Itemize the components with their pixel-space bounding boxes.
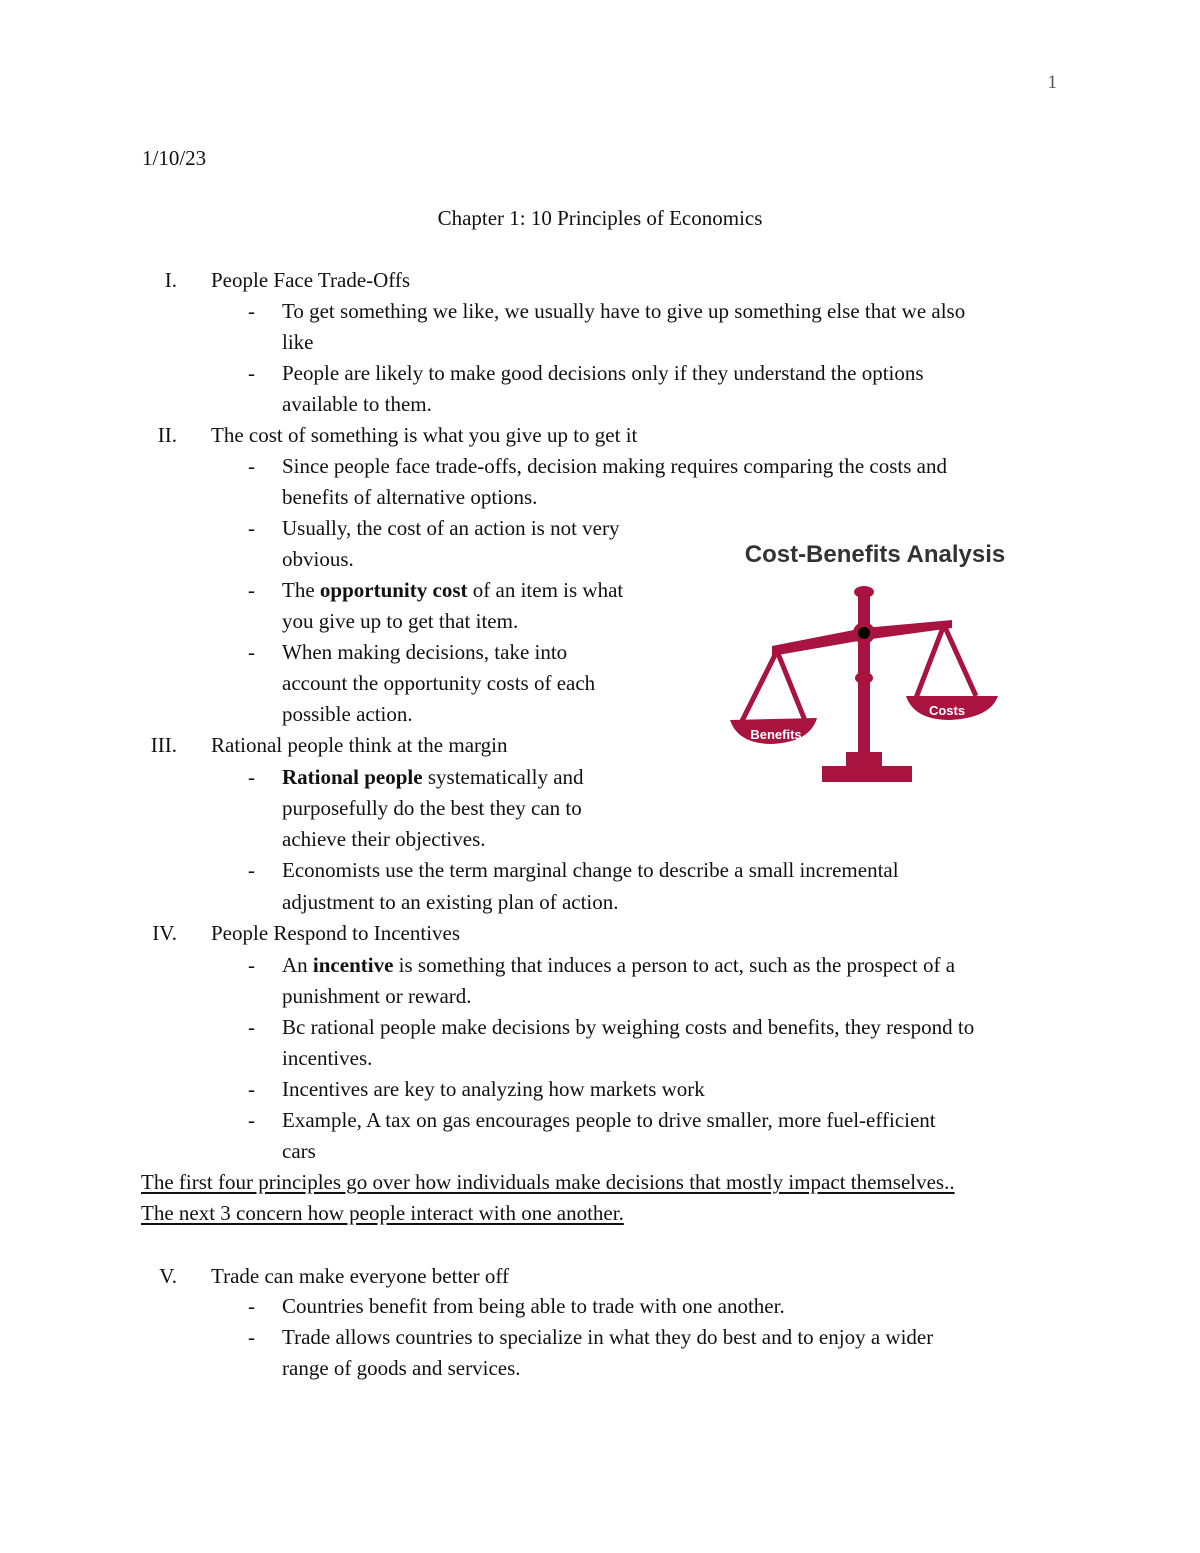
text-run: systematically and (422, 765, 584, 789)
section-2-bullet-1-line-1: Since people face trade-offs, decision making requires comparing the costs and (282, 454, 947, 478)
section-4-bullet-3-line-1: Incentives are key to analyzing how markets work (282, 1077, 705, 1101)
cost-benefits-figure (722, 530, 1022, 790)
section-4-bullet-4-line-2: cars (282, 1139, 316, 1163)
right-pan-label: Costs (928, 703, 966, 718)
section-4-numeral: IV. (152, 921, 177, 945)
section-1-bullet-1-line-1: To get something we like, we usually have to give up something else that we also (282, 299, 966, 323)
bullet-dash: - (248, 299, 255, 323)
page-number: 1 (1047, 72, 1057, 93)
bullet-dash: - (248, 578, 255, 602)
term-rational-people: Rational people (282, 765, 423, 789)
section-4-bullet-2-line-1: Bc rational people make decisions by weighing costs and benefits, they respond to (282, 1015, 975, 1039)
bullet-dash: - (248, 1108, 255, 1132)
section-2-bullet-1-line-2: benefits of alternative options. (282, 485, 538, 509)
section-4-bullet-4-line-1: Example, A tax on gas encourages people to drive smaller, more fuel-efficient (282, 1108, 936, 1132)
bullet-dash: - (248, 640, 255, 664)
left-chain (740, 651, 777, 725)
section-1-numeral: I. (164, 268, 177, 292)
text-run: is something that induces a person to act, such as the prospect of a (393, 953, 956, 977)
left-chain (777, 651, 806, 723)
section-1-bullet-1-line-2: like (282, 330, 314, 354)
section-2-bullet-3-line-2: you give up to get that item. (282, 609, 519, 633)
section-5-numeral: V. (159, 1264, 177, 1288)
scale-base-top (846, 752, 882, 766)
section-3-bullet-1-line-2: purposefully do the best they can to (282, 796, 582, 820)
bullet-dash: - (248, 454, 255, 478)
section-1-bullet-2-line-2: available to them. (282, 392, 432, 416)
left-pan-label: Benefits (750, 727, 802, 742)
bullet-dash: - (248, 765, 255, 789)
section-2-bullet-2-line-2: obvious. (282, 547, 354, 571)
scale-pivot-center (858, 627, 870, 639)
section-5-bullet-2-line-2: range of goods and services. (282, 1356, 521, 1380)
section-2-bullet-4-line-2: account the opportunity costs of each (282, 671, 596, 695)
text-run: The (282, 578, 320, 602)
right-chain (944, 625, 976, 696)
date: 1/10/23 (142, 146, 207, 170)
scale-base-bottom (822, 766, 912, 782)
term-incentive: incentive (312, 953, 394, 977)
section-3-heading: Rational people think at the margin (211, 733, 508, 757)
bullet-dash: - (248, 1077, 255, 1101)
section-2-bullet-3-line-1 (282, 575, 623, 606)
scale-knob (855, 672, 873, 684)
section-2-bullet-4-line-1: When making decisions, take into (282, 640, 568, 664)
bullet-dash: - (248, 516, 255, 540)
term-opportunity-cost: opportunity cost (319, 578, 468, 602)
bullet-dash: - (248, 1294, 255, 1318)
section-5-heading: Trade can make everyone better off (211, 1264, 509, 1288)
section-1-heading: People Face Trade-Offs (211, 268, 411, 292)
note-line-2: The next 3 concern how people interact with one another. (141, 1201, 624, 1225)
section-5-bullet-1-line-1: Countries benefit from being able to trade with one another. (282, 1294, 785, 1318)
section-3-bullet-1-line-3: achieve their objectives. (282, 827, 486, 851)
bullet-dash: - (248, 361, 255, 385)
section-4-bullet-1-line-2: punishment or reward. (282, 984, 472, 1008)
scale-finial (854, 586, 874, 598)
section-4-heading: People Respond to Incentives (211, 921, 461, 945)
section-2-bullet-4-line-3: possible action. (282, 702, 413, 726)
section-3-bullet-2-line-1: Economists use the term marginal change to describe a small incremental (282, 858, 899, 882)
section-2-bullet-2-line-1: Usually, the cost of an action is not very (282, 516, 620, 540)
section-5-bullet-2-line-1: Trade allows countries to specialize in what they do best and to enjoy a wider (282, 1325, 934, 1349)
scale-icon (730, 586, 998, 782)
section-3-bullet-2-line-2: adjustment to an existing plan of action. (282, 890, 619, 914)
bullet-dash: - (248, 1015, 255, 1039)
page-title: Chapter 1: 10 Principles of Economics (437, 206, 763, 230)
note-line-1: The first four principles go over how individuals make decisions that mostly impact themselves.. (141, 1170, 955, 1194)
figure-title: Cost-Benefits Analysis (744, 541, 1006, 568)
bullet-dash: - (248, 953, 255, 977)
section-1-bullet-2-line-1: People are likely to make good decisions only if they understand the options (282, 361, 924, 385)
text-run: of an item is what (467, 578, 624, 602)
section-3-numeral: III. (150, 733, 177, 757)
section-4-bullet-1-line-1 (282, 950, 955, 981)
right-chain (916, 625, 944, 698)
text-run: An (282, 953, 313, 977)
bullet-dash: - (248, 1325, 255, 1349)
section-3-bullet-1-line-1 (282, 762, 584, 793)
bullet-dash: - (248, 858, 255, 882)
section-2-heading: The cost of something is what you give up to get it (211, 423, 638, 447)
section-2-numeral: II. (157, 423, 177, 447)
section-4-bullet-2-line-2: incentives. (282, 1046, 373, 1070)
